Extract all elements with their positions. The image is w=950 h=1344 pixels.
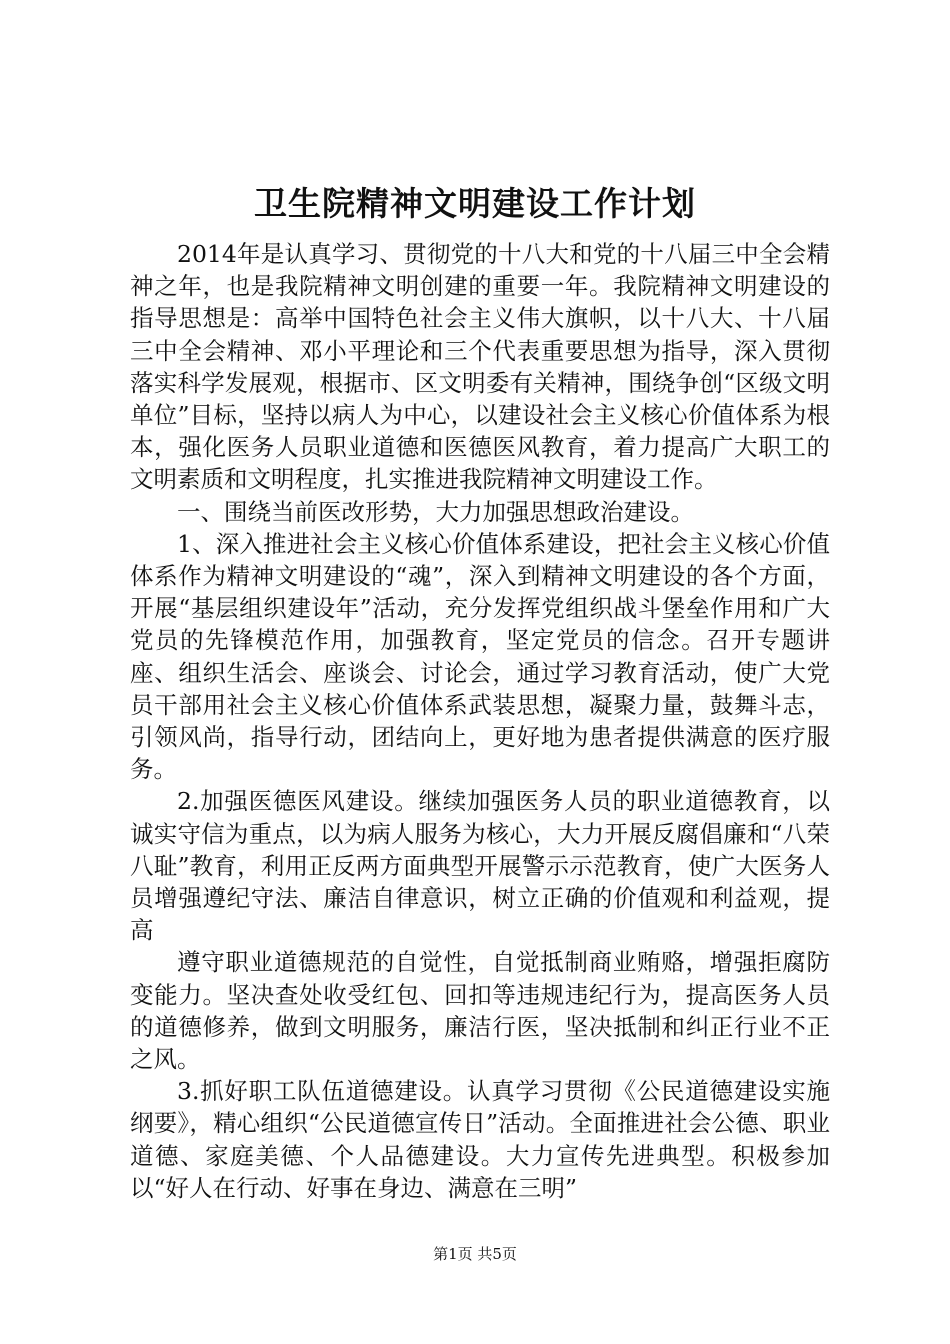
paragraph-item-2: 2.加强医德医风建设。继续加强医务人员的职业道德教育，以诚实守信为重点，以为病人服务为核心，大力开展反腐倡廉和“八荣八耻”教育，利用正反两方面典型开展警示示范教育，使广大医务人员增强遵纪守法、廉洁自律意识，树立正确的价值观和利益观，提高: [130, 787, 830, 945]
document-title: 卫生院精神文明建设工作计划: [254, 184, 696, 223]
paragraph-item-2-continued: 遵守职业道德规范的自觉性，自觉抵制商业贿赂，增强拒腐防变能力。坚决查处收受红包、回扣等违规违纪行为，提高医务人员的道德修养，做到文明服务，廉洁行医，坚决抵制和纠正行业不正之风。: [130, 948, 830, 1074]
paragraph-intro: 2014年是认真学习、贯彻党的十八大和党的十八届三中全会精神之年，也是我院精神文明创建的重要一年。我院精神文明建设的指导思想是：高举中国特色社会主义伟大旗帜，以十八大、十八届三中全会精神、邓小平理论和三个代表重要思想为指导，深入贯彻落实科学发展观，根据市、区文明委有关精神，围绕争创“区级文明单位”目标，坚持以病人为中心，以建设社会主义核心价值体系为根本，强化医务人员职业道德和医德医风教育，着力提高广大职工的文明素质和文明程度，扎实推进我院精神文明建设工作。: [130, 240, 830, 494]
page-footer: 第1页 共5页: [433, 1245, 517, 1263]
document-body: [130, 238, 830, 1204]
paragraph-item-3: 3.抓好职工队伍道德建设。认真学习贯彻《公民道德建设实施纲要》，精心组织“公民道德宣传日”活动。全面推进社会公德、职业道德、家庭美德、个人品德建设。大力宣传先进典型。积极参加以“好人在行动、好事在身边、满意在三明”: [130, 1077, 830, 1202]
paragraph-item-1: 1、深入推进社会主义核心价值体系建设，把社会主义核心价值体系作为精神文明建设的“魂”，深入到精神文明建设的各个方面，开展“基层组织建设年”活动，充分发挥党组织战斗堡垒作用和广大党员的先锋模范作用，加强教育，坚定党员的信念。召开专题讲座、组织生活会、座谈会、讨论会，通过学习教育活动，使广大党员干部用社会主义核心价值体系武装思想，凝聚力量，鼓舞斗志，引领风尚，指导行动，团结向上，更好地为患者提供满意的医疗服务。: [130, 529, 830, 784]
paragraph-section-1-heading: 一、围绕当前医改形势，大力加强思想政治建设。: [177, 497, 694, 526]
